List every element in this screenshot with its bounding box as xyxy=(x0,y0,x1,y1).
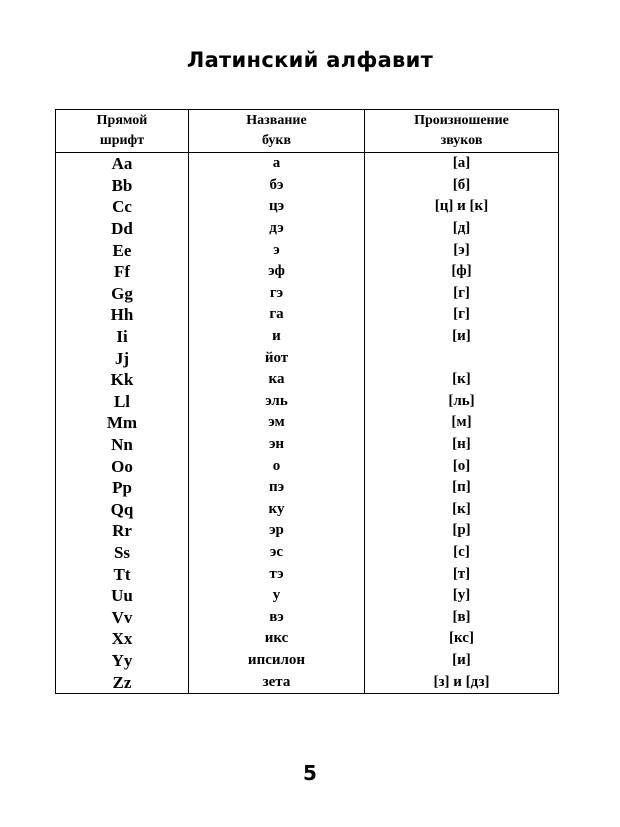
table-row xyxy=(56,347,559,369)
letter-cell: Pp xyxy=(56,477,189,499)
letter-name-cell: пэ xyxy=(189,477,365,499)
letter-cell: Uu xyxy=(56,585,189,607)
sound-cell: [ф] xyxy=(365,261,559,283)
letter-cell: Aa xyxy=(56,153,189,175)
letter-name-cell: икс xyxy=(189,628,365,650)
letter-name-cell: дэ xyxy=(189,218,365,240)
sound-cell: [н] xyxy=(365,434,559,456)
sound-cell: [в] xyxy=(365,606,559,628)
letter-cell: Ee xyxy=(56,239,189,261)
sound-cell: [з] и [дз] xyxy=(365,671,559,693)
header-line: шрифт xyxy=(99,133,145,148)
letter-name-cell: ка xyxy=(189,369,365,391)
table-row xyxy=(56,412,559,434)
sound-cell: [с] xyxy=(365,542,559,564)
table-row xyxy=(56,283,559,305)
letter-name-cell: эф xyxy=(189,261,365,283)
letter-cell: Dd xyxy=(56,218,189,240)
letter-cell: Bb xyxy=(56,175,189,197)
letter-cell: Nn xyxy=(56,434,189,456)
letter-name-cell: цэ xyxy=(189,196,365,218)
letter-name-cell: тэ xyxy=(189,563,365,585)
sound-cell: [р] xyxy=(365,520,559,542)
letter-cell: Cc xyxy=(56,196,189,218)
header-line: Название xyxy=(246,113,307,128)
letter-cell: Ll xyxy=(56,391,189,413)
letter-cell: Gg xyxy=(56,283,189,305)
table-row xyxy=(56,326,559,348)
letter-name-cell: и xyxy=(189,326,365,348)
table-row xyxy=(56,153,559,175)
letter-name-cell: эр xyxy=(189,520,365,542)
letter-cell: Kk xyxy=(56,369,189,391)
letter-name-cell: эль xyxy=(189,391,365,413)
letter-name-cell: вэ xyxy=(189,606,365,628)
letter-name-cell: эн xyxy=(189,434,365,456)
letter-cell: Rr xyxy=(56,520,189,542)
sound-cell: [п] xyxy=(365,477,559,499)
page-number: 5 xyxy=(303,761,317,785)
letter-name-cell: бэ xyxy=(189,175,365,197)
sound-cell: [ц] и [к] xyxy=(365,196,559,218)
table-row xyxy=(56,391,559,413)
sound-cell: [и] xyxy=(365,326,559,348)
sound-cell: [б] xyxy=(365,175,559,197)
letter-name-cell: га xyxy=(189,304,365,326)
table-row xyxy=(56,628,559,650)
header-sound-column xyxy=(365,110,559,153)
table-row xyxy=(56,218,559,240)
table-row xyxy=(56,499,559,521)
alphabet-table xyxy=(55,109,559,694)
letter-cell: Qq xyxy=(56,499,189,521)
letter-name-cell: эс xyxy=(189,542,365,564)
table-header-row xyxy=(56,110,559,153)
letter-name-cell: ипсилон xyxy=(189,650,365,672)
letter-name-cell: йот xyxy=(189,347,365,369)
table-row xyxy=(56,606,559,628)
letter-name-cell: у xyxy=(189,585,365,607)
letter-cell: Tt xyxy=(56,563,189,585)
table-body xyxy=(56,153,559,694)
sound-cell: [кс] xyxy=(365,628,559,650)
letter-cell: Hh xyxy=(56,304,189,326)
sound-cell: [к] xyxy=(365,499,559,521)
table-row xyxy=(56,477,559,499)
sound-cell xyxy=(365,347,559,369)
letter-name-cell: зета xyxy=(189,671,365,693)
header-name-column xyxy=(189,110,365,153)
sound-cell: [ль] xyxy=(365,391,559,413)
sound-cell: [г] xyxy=(365,283,559,305)
sound-cell: [т] xyxy=(365,563,559,585)
table-row xyxy=(56,671,559,693)
header-line: Прямой xyxy=(96,113,148,128)
sound-cell: [и] xyxy=(365,650,559,672)
header-line: букв xyxy=(261,133,292,148)
table-row xyxy=(56,434,559,456)
header-letter-column xyxy=(56,110,189,153)
table-row xyxy=(56,175,559,197)
table-row xyxy=(56,304,559,326)
table-row xyxy=(56,369,559,391)
letter-name-cell: гэ xyxy=(189,283,365,305)
letter-cell: Yy xyxy=(56,650,189,672)
letter-name-cell: о xyxy=(189,455,365,477)
letter-name-cell: эм xyxy=(189,412,365,434)
letter-name-cell: э xyxy=(189,239,365,261)
table-row xyxy=(56,455,559,477)
table-row xyxy=(56,261,559,283)
letter-cell: Ff xyxy=(56,261,189,283)
header-line: звуков xyxy=(440,133,483,148)
sound-cell: [м] xyxy=(365,412,559,434)
letter-cell: Ii xyxy=(56,326,189,348)
table-row xyxy=(56,239,559,261)
letter-cell: Zz xyxy=(56,671,189,693)
table-row xyxy=(56,563,559,585)
sound-cell: [а] xyxy=(365,153,559,175)
sound-cell: [г] xyxy=(365,304,559,326)
sound-cell: [э] xyxy=(365,239,559,261)
table-row xyxy=(56,585,559,607)
letter-cell: Vv xyxy=(56,606,189,628)
letter-cell: Ss xyxy=(56,542,189,564)
table-row xyxy=(56,650,559,672)
letter-name-cell: а xyxy=(189,153,365,175)
page-title: Латинский алфавит xyxy=(186,48,434,72)
sound-cell: [к] xyxy=(365,369,559,391)
sound-cell: [д] xyxy=(365,218,559,240)
table-row xyxy=(56,196,559,218)
sound-cell: [у] xyxy=(365,585,559,607)
letter-name-cell: ку xyxy=(189,499,365,521)
letter-cell: Xx xyxy=(56,628,189,650)
letter-cell: Jj xyxy=(56,347,189,369)
letter-cell: Oo xyxy=(56,455,189,477)
header-line: Произношение xyxy=(414,113,509,128)
letter-cell: Mm xyxy=(56,412,189,434)
sound-cell: [о] xyxy=(365,455,559,477)
table-row xyxy=(56,542,559,564)
table-row xyxy=(56,520,559,542)
